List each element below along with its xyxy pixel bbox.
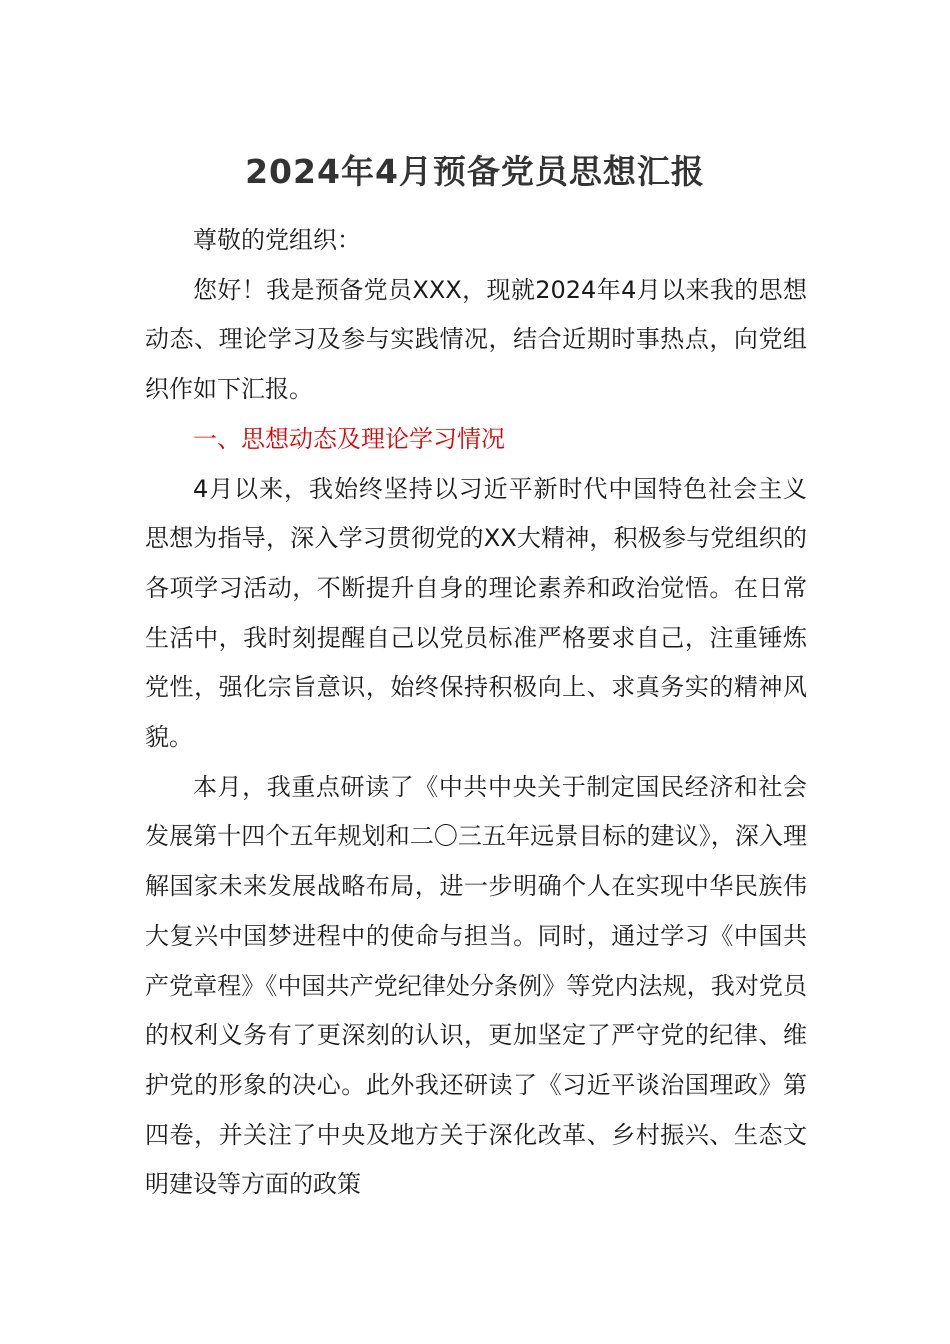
paragraph-1: 4月以来，我始终坚持以习近平新时代中国特色社会主义思想为指导，深入学习贯彻党的XX大精神，积极参与党组织的各项学习活动，不断提升自身的理论素养和政治觉悟。在日常生活中，我时刻提醒自己以党员标准严格要求自己，注重锤炼党性，强化宗旨意识，始终保持积极向上、求真务实的精神风貌。 — [145, 474, 807, 752]
intro-paragraph: 您好！我是预备党员XXX，现就2024年4月以来我的思想动态、理论学习及参与实践情况，结合近期时事热点，向党组织作如下汇报。 — [145, 275, 807, 404]
document-body — [145, 216, 807, 1210]
salutation: 尊敬的党组织： — [193, 226, 361, 254]
paragraph-2: 本月，我重点研读了《中共中央关于制定国民经济和社会发展第十四个五年规划和二〇三五年远景目标的建议》，深入理解国家未来发展战略布局，进一步明确个人在实现中华民族伟大复兴中国梦进程中的使命与担当。同时，通过学习《中国共产党章程》《中国共产党纪律处分条例》等党内法规，我对党员的权利义务有了更深刻的认识，更加坚定了严守党的纪律、维护党的形象的决心。此外我还研读了《习近平谈治国理政》第四卷，并关注了中央及地方关于深化改革、乡村振兴、生态文明建设等方面的政策 — [145, 772, 807, 1199]
document-title: 2024年4月预备党员思想汇报 — [245, 152, 705, 191]
section-heading-1: 一、思想动态及理论学习情况 — [193, 424, 505, 453]
